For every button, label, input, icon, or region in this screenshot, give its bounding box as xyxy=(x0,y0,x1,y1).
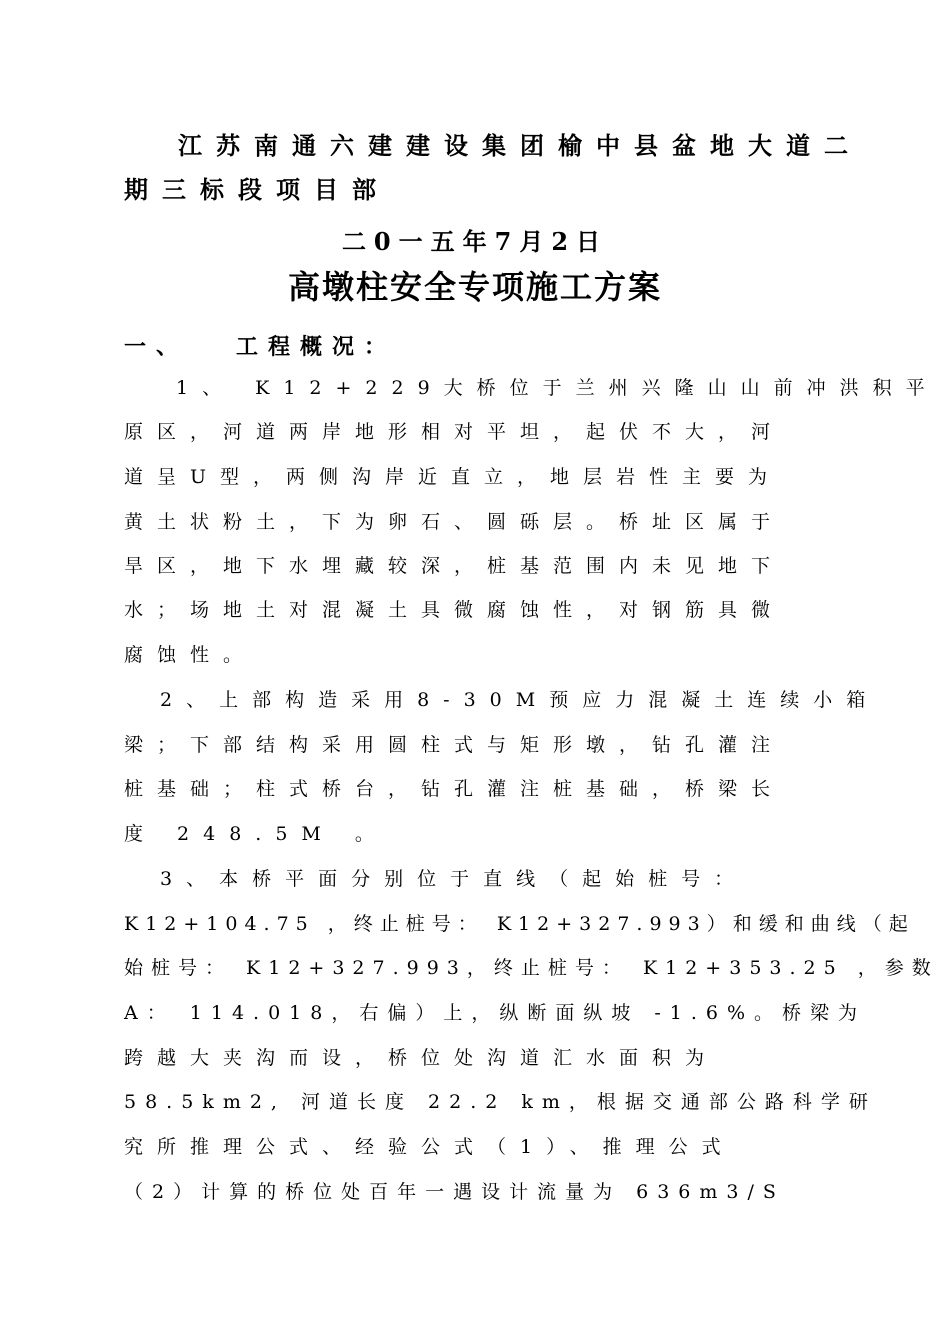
paragraph-line: 1、 K12+229大桥位于兰州兴隆山山前冲洪积平 xyxy=(176,377,939,399)
paragraph-line: 3、本桥平面分别位于直线（起始桩号： xyxy=(160,868,748,890)
paragraph-line: 道呈U型，两侧沟岸近直立，地层岩性主要为 xyxy=(124,466,782,488)
paragraph-line: 58.5km2, 河道长度 22.2 km，根据交通部公路科学研 xyxy=(124,1091,877,1113)
section-number: 一、 xyxy=(124,334,189,360)
paragraph-line: 始桩号： K12+327.993，终止桩号： K12+353.25 ，参数 xyxy=(124,957,939,979)
page-title: 高墩柱安全专项施工方案 xyxy=(287,268,662,306)
org-line-2: 期三标段项目部 xyxy=(124,175,390,204)
paragraph-line: 桩基础；柱式桥台，钻孔灌注桩基础，桥梁长 xyxy=(124,778,785,800)
section-heading: 工程概况： xyxy=(236,334,397,360)
paragraph-line: （2）计算的桥位处百年一遇设计流量为 636m3/S xyxy=(124,1181,785,1203)
paragraph-line: 原区，河道两岸地形相对平坦，起伏不大，河 xyxy=(124,421,785,443)
paragraph-line: 2、上部构造采用8-30M预应力混凝土连续小箱 xyxy=(160,689,880,711)
paragraph-line: A： 114.018，右偏）上，纵断面纵坡 -1.6%。桥梁为 xyxy=(124,1002,867,1024)
paragraph-line: 跨越大夹沟而设，桥位处沟道汇水面积为 xyxy=(124,1047,719,1069)
paragraph-line: 度 248.5M 。 xyxy=(124,823,388,845)
paragraph-line: 旱区，地下水埋藏较深，桩基范围内未见地下 xyxy=(124,555,785,577)
paragraph-line: 梁；下部结构采用圆柱式与矩形墩，钻孔灌注 xyxy=(124,734,785,756)
paragraph-line: 黄土状粉土，下为卵石、圆砾层。桥址区属于 xyxy=(124,511,785,533)
paragraph-line: 腐蚀性。 xyxy=(124,644,257,666)
paragraph-line: 水；场地土对混凝土具微腐蚀性，对钢筋具微 xyxy=(124,599,785,621)
paragraph-line: 究所推理公式、经验公式（1）、推理公式 xyxy=(124,1136,735,1158)
paragraph-line: K12+104.75 ，终止桩号： K12+327.993）和缓和曲线（起 xyxy=(124,913,915,935)
org-line-1: 江苏南通六建建设集团榆中县盆地大道二 xyxy=(178,131,862,160)
document-date: 二0一五年7月2日 xyxy=(341,227,609,256)
